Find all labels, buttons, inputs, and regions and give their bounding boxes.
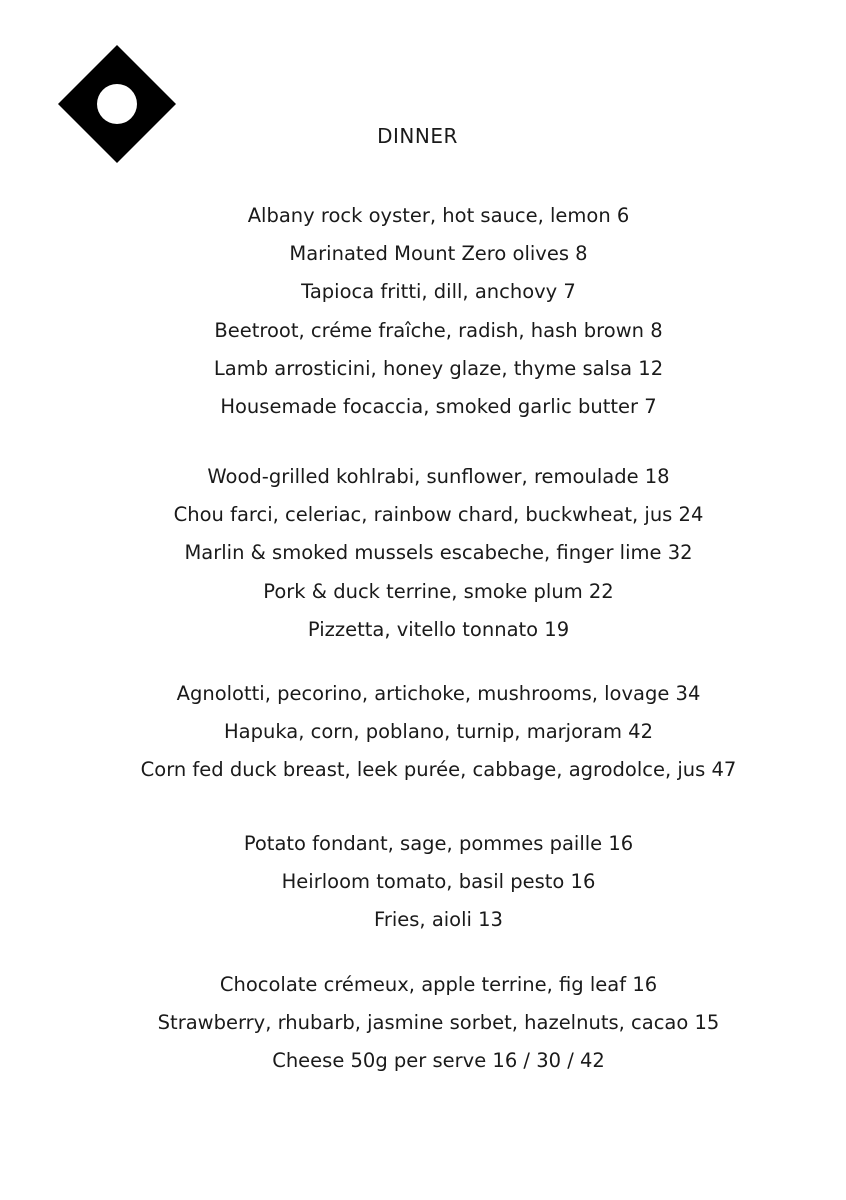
menu-item: Albany rock oyster, hot sauce, lemon 6	[247, 204, 630, 227]
menu-item: Heirloom tomato, basil pesto 16	[281, 870, 596, 894]
menu-item: Strawberry, rhubarb, jasmine sorbet, hazelnuts, cacao 15	[157, 1011, 720, 1035]
menu-item: Marinated Mount Zero olives 8	[289, 242, 588, 266]
menu-item: Chocolate crémeux, apple terrine, fig leaf 16	[219, 973, 658, 996]
menu-section-mains	[0, 675, 846, 790]
menu-item: Marlin & smoked mussels escabeche, finger lime 32	[184, 541, 693, 565]
menu-item: Hapuka, corn, poblano, turnip, marjoram 42	[224, 720, 653, 744]
menu-item: Cheese 50g per serve 16 / 30 / 42	[272, 1049, 605, 1073]
menu-title: DINNER	[377, 124, 458, 148]
menu-item: Chou farci, celeriac, rainbow chard, buckwheat, jus 24	[173, 503, 704, 527]
menu-item: Beetroot, créme fraîche, radish, hash brown 8	[214, 318, 663, 342]
menu-item: Tapioca fritti, dill, anchovy 7	[301, 280, 576, 304]
menu-item: Fries, aioli 13	[374, 908, 503, 932]
menu-item: Potato fondant, sage, pommes paille 16	[243, 832, 634, 855]
menu-item: Corn fed duck breast, leek purée, cabbage, agrodolce, jus 47	[140, 758, 737, 782]
menu-section-sides	[0, 825, 846, 940]
menu-section-desserts	[0, 966, 846, 1081]
menu-section-starters	[0, 197, 846, 426]
menu-item: Pork & duck terrine, smoke plum 22	[263, 579, 614, 603]
menu-item: Housemade focaccia, smoked garlic butter 7	[220, 395, 657, 419]
menu-item: Lamb arrosticini, honey glaze, thyme salsa 12	[213, 356, 664, 380]
menu-item: Agnolotti, pecorino, artichoke, mushrooms, lovage 34	[176, 682, 701, 705]
menu-item: Pizzetta, vitello tonnato 19	[307, 617, 570, 641]
menu-item: Wood-grilled kohlrabi, sunflower, remoulade 18	[207, 465, 670, 488]
menu-section-small-plates	[0, 458, 846, 649]
